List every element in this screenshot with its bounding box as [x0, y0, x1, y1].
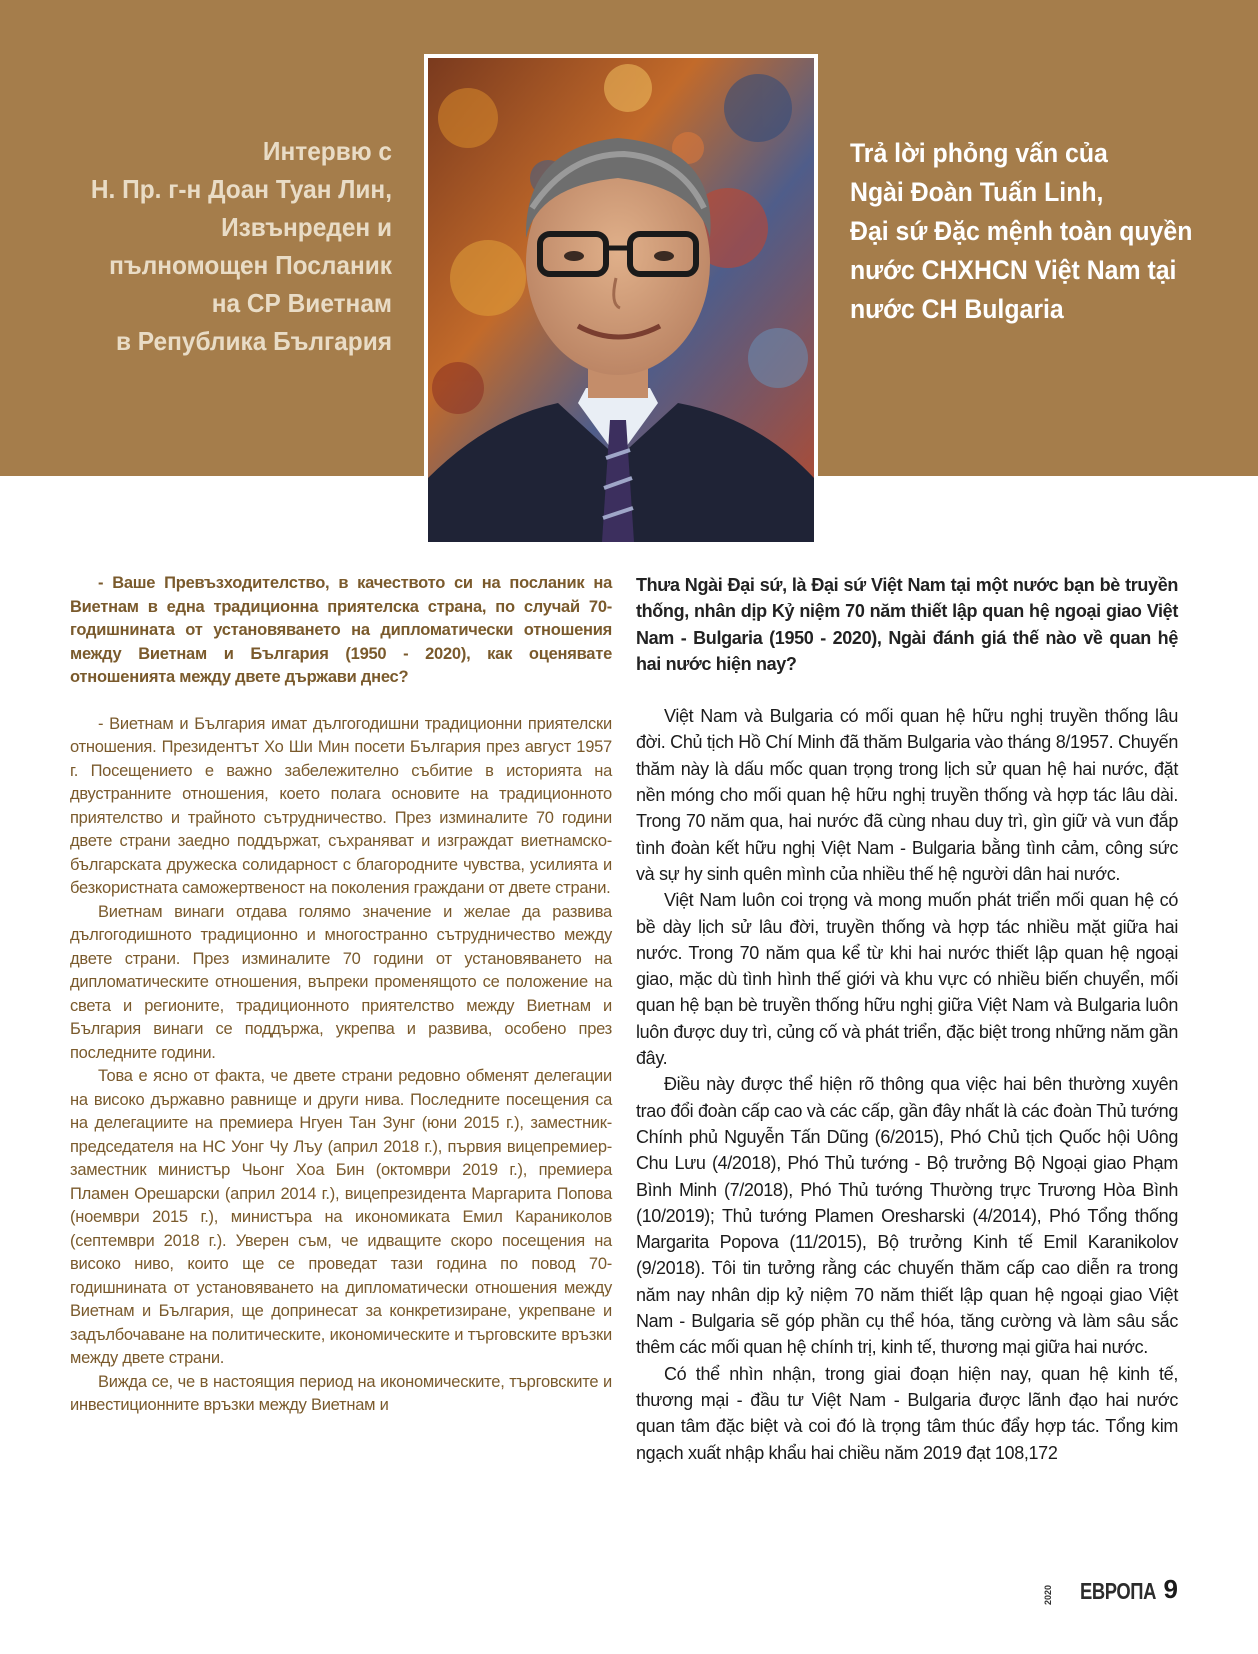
paragraph-vi: Điều này được thể hiện rõ thông qua việc hai bên thường xuyên trao đổi đoàn cấp cao và các cấp, gần đây nhất là các đoàn Thủ tướng Chính phủ Nguyễn Tấn Dũng (6/2015), Phó Chủ tịch Quốc hội Uông Chu Lưu (4/2018), Phó Thủ tướng - Bộ trưởng Bộ Ngoại giao Phạm Bình Minh (7/2018), Phó Thủ tướng Thường trực Trương Hòa Bình (10/2019); Thủ tướng Plamen Oresharski (4/2014), Phó Tổng thống Margarita Popova (11/2015), Bộ trưởng Kinh tế Emil Karanikolov (9/2018). Tôi tin tưởng rằng các chuyến thăm cấp cao diễn ra trong năm nay nhân dịp kỷ niệm 70 năm thiết lập quan hệ ngoại giao Việt Nam - Bulgaria sẽ góp phần cụ thể hóa, tăng cường và làm sâu sắc thêm các mối quan hệ chính trị, kinh tế, thương mại giữa hai nước.	[636, 1074, 1178, 1358]
vietnamese-column	[636, 572, 1178, 1466]
page-number: 9	[1163, 1574, 1178, 1604]
question-bg: - Ваше Превъзходителство, в качеството си на посланик на Виетнам в една традиционна приятелска страна, по случай 70-годишнината от установяването на дипломатически отношения между Виетнам и България (1950 - 2020), как оценявате отношенията между двете държави днес?	[70, 574, 612, 686]
title-bg-line: пълномощен Посланик	[109, 250, 392, 280]
title-vi-line: Đại sứ Đặc mệnh toàn quyền	[850, 216, 1193, 246]
title-bg-line: Интервю с	[262, 136, 392, 166]
paragraph-bg: Виетнам винаги отдава голямо значение и желае да развива дългогодишното традиционно и многостранно сътрудничество между двете страни. През изминалите 70 години от установяването на дипломатическите отношения, въпреки променящото се положение на света и регионите, традиционното приятелство между Виетнам и България винаги се поддържа, укрепва и развива, особено през последните години.	[70, 902, 612, 1062]
title-bg-line: Н. Пр. г-н Доан Туан Лин,	[90, 174, 393, 204]
page-footer	[1044, 1574, 1179, 1605]
title-vi-line: Ngài Đoàn Tuấn Linh,	[850, 177, 1104, 207]
ambassador-portrait	[424, 54, 818, 546]
title-vi-line: Trả lời phỏng vấn của	[850, 138, 1108, 168]
paragraph-vi: Có thể nhìn nhận, trong giai đoạn hiện nay, quan hệ kinh tế, thương mại - đầu tư Việt Nam - Bulgaria được lãnh đạo hai nước quan tâm đặc biệt và coi đó là trọng tâm thúc đẩy hợp tác. Tổng kim ngạch xuất nhập khẩu hai chiều năm 2019 đạt 108,172	[636, 1363, 1178, 1463]
title-vi-line: nước CHXHCN Việt Nam tại	[850, 255, 1177, 285]
paragraph-bg: - Виетнам и България имат дългогодишни традиционни приятелски отношения. Президентът Хо Ши Мин посети България през август 1957 г. Посещението е важно забележително събитие в историята на двустранните отношения, което полага основите на традиционното приятелство и трайното сътрудничество. През изминалите 70 години двете страни заедно поддържат, съхраняват и изграждат виетнамско-българската дружеска солидарност с благородните чувства, усилията и безкористната саможертвеност на поколения граждани от двете страни.	[70, 714, 612, 897]
paragraph-bg: Това е ясно от факта, че двете страни редовно обменят делегации на високо държавно равнище и други нива. Последните посещения са на делегациите на премиера Нгуен Тан Зунг (юни 2015 г.), заместник-председателя на НС Уонг Чу Лъу (април 2018 г.), първия вицепремиер-заместник министър Чьонг Хоа Бин (октомври 2019 г.), премиера Пламен Орешарски (април 2014 г.), вицепрезидента Маргарита Попова (ноември 2015 г.), министъра на икономиката Емил Караниколов (септември 2018 г.). Уверен съм, че идващите скоро посещения на високо ниво, които ще се проведат тази година по повод 70-годишнината от установяването на дипломатически отношения между Виетнам и България, ще допринесат за конкретизиране, укрепване и задълбочаване на политическите, икономическите и търговските връзки между двете страни.	[70, 1067, 612, 1367]
title-bulgarian	[61, 132, 392, 360]
paragraph-vi: Việt Nam và Bulgaria có mối quan hệ hữu nghị truyền thống lâu đời. Chủ tịch Hồ Chí Minh đã thăm Bulgaria vào tháng 8/1957. Chuyến thăm này là dấu mốc quan trọng trong lịch sử quan hệ hai nước, đặt nền móng cho mối quan hệ hữu nghị truyền thống và hợp tác lâu dài. Trong 70 năm qua, hai nước đã cùng nhau duy trì, gìn giữ và vun đắp tình đoàn kết hữu nghị Việt Nam - Bulgaria bằng tình cảm, công sức và sự hy sinh quên mình của nhiều thế hệ người dân hai nước.	[636, 706, 1178, 884]
title-bg-line: Извънреден и	[221, 212, 392, 242]
paragraph-bg: Вижда се, че в настоящия период на икономическите, търговските и инвестиционните връзки между Виетнам и	[70, 1372, 612, 1414]
portrait-image	[428, 58, 814, 542]
title-vietnamese	[850, 134, 1200, 329]
title-bg-line: на СР Виетнам	[211, 288, 392, 318]
title-bg-line: в Република България	[115, 326, 392, 356]
bulgarian-column	[70, 572, 612, 1418]
magazine-name: ЕВРОПА	[1079, 1578, 1156, 1604]
title-vi-line: nước CH Bulgaria	[850, 294, 1064, 324]
question-vi: Thưa Ngài Đại sứ, là Đại sứ Việt Nam tại một nước bạn bè truyền thống, nhân dịp Kỷ niệm 70 năm thiết lập quan hệ ngoại giao Việt Nam - Bulgaria (1950 - 2020), Ngài đánh giá thế nào về quan hệ hai nước hiện nay?	[636, 575, 1178, 674]
paragraph-vi: Việt Nam luôn coi trọng và mong muốn phát triển mối quan hệ có bề dày lịch sử lâu đời, truyền thống và hợp tác nhiều mặt giữa hai nước. Trong 70 năm qua kể từ khi hai nước thiết lập quan hệ ngoại giao, mặc dù tình hình thế giới và khu vực có nhiều biến chuyển, mối quan hệ bạn bè truyền thống hữu nghị giữa Việt Nam và Bulgaria luôn luôn được duy trì, củng cố và phát triển, đặc biệt trong những năm gần đây.	[636, 890, 1178, 1069]
footer-year: 2020	[1042, 1584, 1053, 1605]
